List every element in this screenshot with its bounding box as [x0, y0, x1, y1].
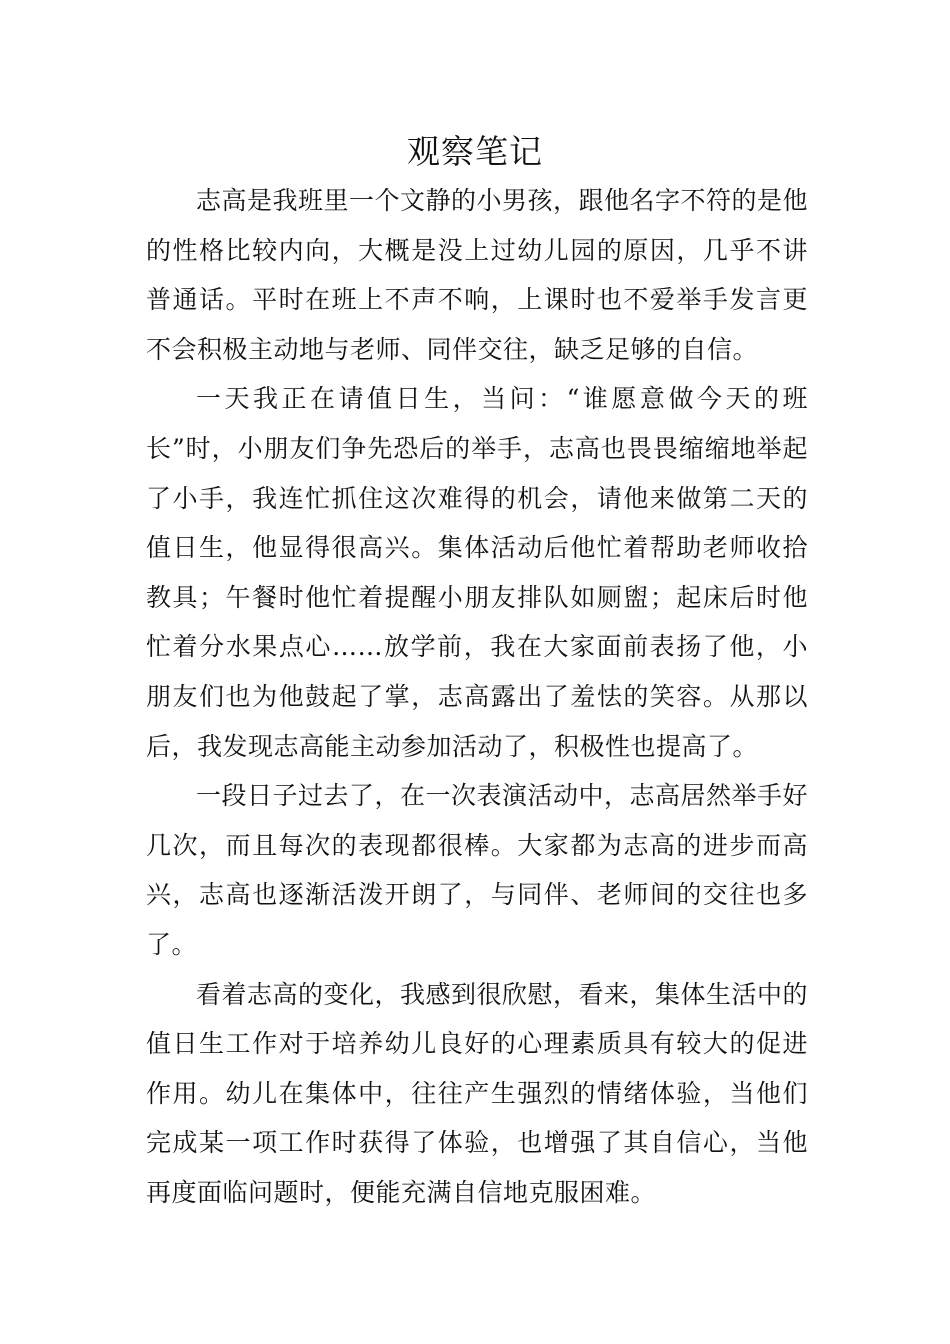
paragraph-1: 志高是我班里一个文静的小男孩，跟他名字不符的是他的性格比较内向，大概是没上过幼儿园的原因，几乎不讲普通话。平时在班上不声不响，上课时也不爱举手发言更不会积极主动地与老师、同伴交往，缺乏足够的自信。 — [146, 186, 809, 364]
paragraph-3: 一段日子过去了，在一次表演活动中，志高居然举手好几次，而且每次的表现都很棒。大家都为志高的进步而高兴，志高也逐渐活泼开朗了，与同伴、老师间的交往也多了。 — [146, 781, 809, 959]
paragraph-4: 看着志高的变化，我感到很欣慰，看来，集体生活中的值日生工作对于培养幼儿良好的心理素质具有较大的促进作用。幼儿在集体中，往往产生强烈的情绪体验，当他们完成某一项工作时获得了体验，也增强了其自信心，当他再度面临问题时，便能充满自信地克服困难。 — [146, 979, 809, 1207]
document-title: 观察笔记 — [407, 132, 543, 171]
paragraph-2: 一天我正在请值日生，当问：“谁愿意做今天的班长”时，小朋友们争先恐后的举手，志高也畏畏缩缩地举起了小手，我连忙抓住这次难得的机会，请他来做第二天的值日生，他显得很高兴。集体活动后他忙着帮助老师收拾教具；午餐时他忙着提醒小朋友排队如厕盥；起床后时他忙着分水果点心……放学前，我在大家面前表扬了他，小朋友们也为他鼓起了掌，志高露出了羞怯的笑容。从那以后，我发现志高能主动参加活动了，积极性也提高了。 — [146, 384, 808, 761]
document-body — [146, 176, 808, 1217]
